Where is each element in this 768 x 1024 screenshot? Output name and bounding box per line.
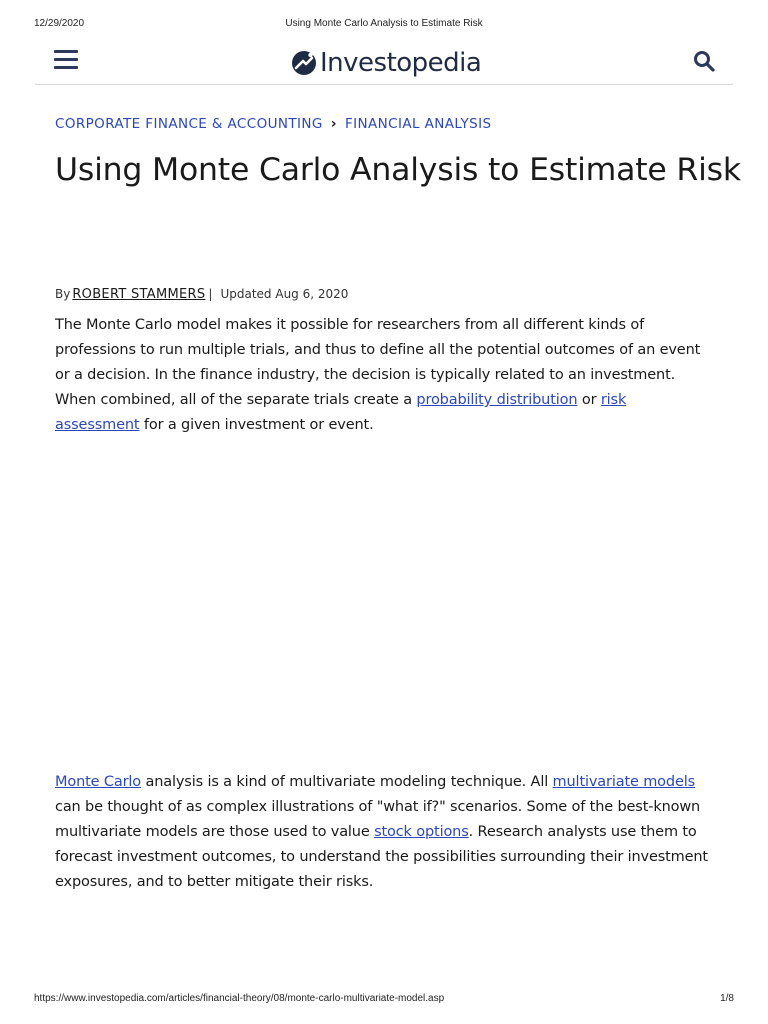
byline xyxy=(55,287,348,302)
byline-divider: | xyxy=(208,287,213,301)
paragraph-text: for a given investment or event. xyxy=(139,417,374,433)
breadcrumb-link-financial-analysis[interactable]: FINANCIAL ANALYSIS xyxy=(344,116,492,132)
logo-mark-icon xyxy=(291,50,317,76)
print-page-number: 1/8 xyxy=(720,993,734,1004)
print-url: https://www.investopedia.com/articles/financial-theory/08/monte-carlo-multivariate-model.asp xyxy=(34,993,445,1004)
paragraph-text: can be thought of as complex illustrations of "what if?" scenarios. Some of the best-known multivariate models are those used to value xyxy=(55,799,701,840)
breadcrumb-link-corporate-finance[interactable]: CORPORATE FINANCE & ACCOUNTING xyxy=(55,116,323,132)
article-paragraph xyxy=(55,770,715,895)
byline-by: By xyxy=(55,287,71,301)
paragraph-text: or xyxy=(577,392,601,408)
link-monte-carlo[interactable]: Monte Carlo xyxy=(55,774,142,790)
article-paragraph xyxy=(55,313,715,438)
paragraph-text: The Monte Carlo model makes it possible for researchers from all different kinds of professions to run multiple trials, and thus to define all the potential outcomes of an event or a decision. In the finance industry, the decision is typically related to an investment. When combined, all of the separate trials create a xyxy=(55,317,701,408)
link-risk-assessment[interactable]: risk assessment xyxy=(55,392,627,433)
brand-name: Investopedia xyxy=(320,48,482,78)
author-link[interactable]: ROBERT STAMMERS xyxy=(72,287,206,302)
link-probability-distribution[interactable]: probability distribution xyxy=(416,392,578,408)
link-stock-options[interactable]: stock options xyxy=(374,824,469,840)
paragraph-text: analysis is a kind of multivariate modeling technique. All xyxy=(141,774,553,790)
breadcrumb xyxy=(55,116,491,132)
updated-date: Updated Aug 6, 2020 xyxy=(220,287,349,301)
hamburger-menu-icon[interactable] xyxy=(54,50,78,72)
print-document-title: Using Monte Carlo Analysis to Estimate Risk xyxy=(285,18,483,29)
paragraph-text: . Research analysts use them to forecast investment outcomes, to understand the possibilities surrounding their investment exposures, and to better mitigate their risks. xyxy=(55,824,708,890)
page-title: Using Monte Carlo Analysis to Estimate Risk xyxy=(55,152,741,188)
site-header xyxy=(35,40,733,85)
link-multivariate-models[interactable]: multivariate models xyxy=(552,774,696,790)
investopedia-logo[interactable] xyxy=(291,45,481,81)
chevron-right-icon: › xyxy=(330,116,337,132)
print-date: 12/29/2020 xyxy=(34,18,85,29)
search-icon[interactable] xyxy=(692,49,716,73)
